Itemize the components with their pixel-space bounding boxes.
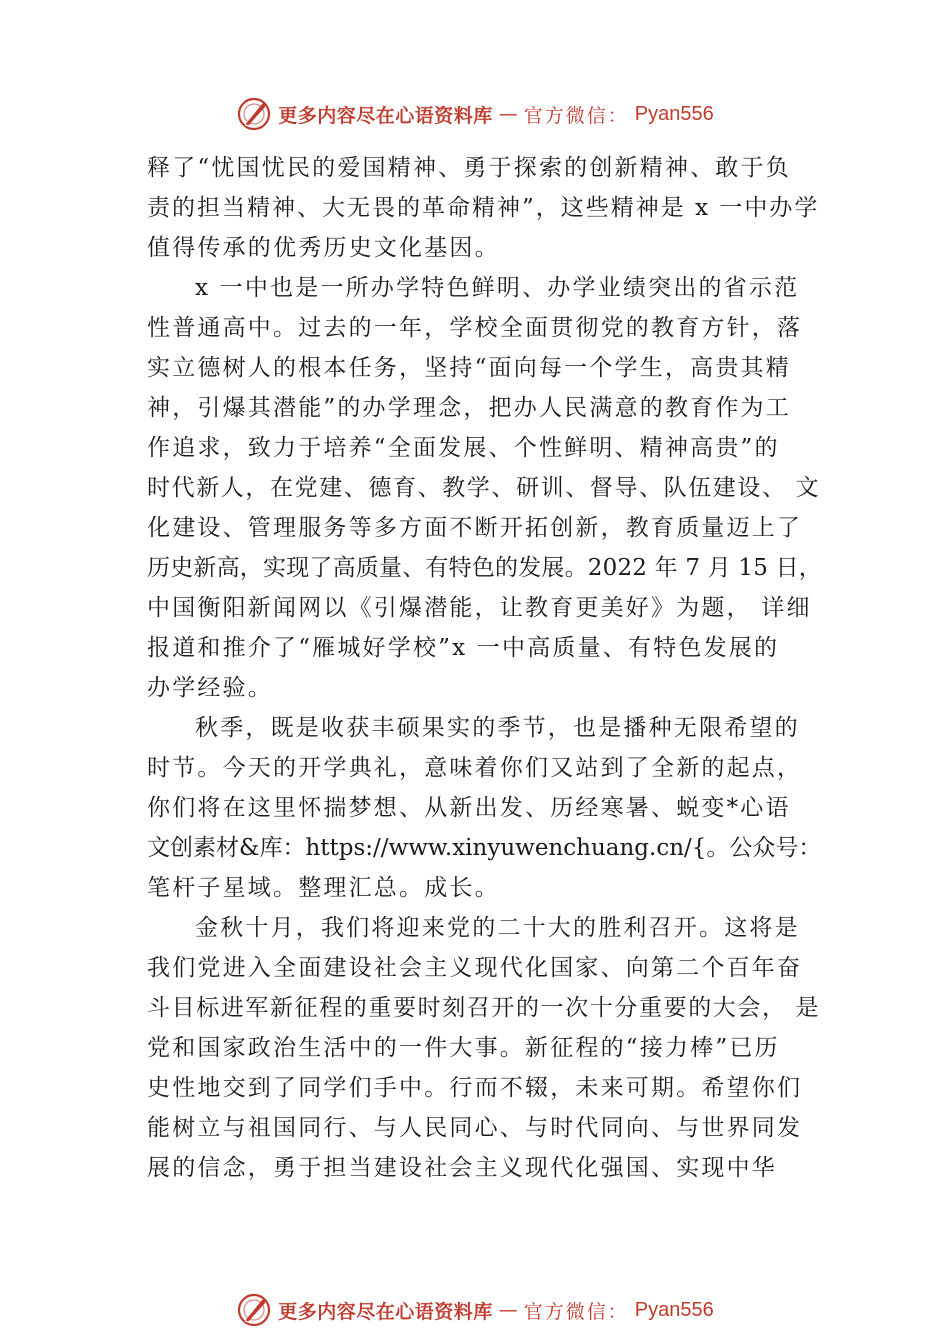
- body-text-line: 文创素材&库：https://www.xinyuwenchuang.cn/{。公众号：: [147, 835, 822, 861]
- brand-text: 更多内容尽在心语资料库: [278, 1300, 493, 1323]
- body-text-line: 党和国家政治生活中的一件大事。新征程的“接力棒”已历: [147, 1035, 780, 1061]
- official-wechat-label: 官方微信：: [523, 1300, 629, 1323]
- header-banner: [0, 94, 950, 134]
- body-text-line: 展的信念，勇于担当建设社会主义现代化强国、实现中华: [147, 1155, 777, 1181]
- body-text-line: 值得传承的优秀历史文化基因。: [147, 235, 500, 261]
- body-text-line: 我们党进入全面建设社会主义现代化国家、向第二个百年奋: [147, 955, 803, 981]
- body-text-line: 史性地交到了同学们手中。行而不辍，未来可期。希望你们: [147, 1075, 803, 1101]
- body-text-line: 性普通高中。过去的一年，学校全面贯彻党的教育方针，落: [147, 315, 803, 341]
- brand-text: 更多内容尽在心语资料库: [278, 104, 493, 127]
- wechat-id: Pyan556: [634, 102, 714, 125]
- body-text-line: 历史新高，实现了高质量、有特色的发展。2022 年 7 月 15 日，: [147, 555, 822, 581]
- footer-banner: [0, 1290, 950, 1330]
- body-text-line: 时节。今天的开学典礼，意味着你们又站到了全新的起点，: [147, 755, 803, 781]
- body-text-line: x 一中也是一所办学特色鲜明、办学业绩突出的省示范: [195, 275, 800, 301]
- body-text-line: 办学经验。: [147, 675, 273, 701]
- banner-separator: —: [498, 103, 518, 125]
- body-text-line: 中国衡阳新闻网以《引爆潜能，让教育更美好》为题， 详细: [147, 595, 812, 621]
- body-text-line: 实立德树人的根本任务，坚持“面向每一个学生，高贵其精: [147, 355, 791, 381]
- body-text-line: 笔杆子星域。整理汇总。成长。: [147, 875, 500, 901]
- body-text-line: 化建设、管理服务等多方面不断开拓创新，教育质量迈上了: [147, 515, 803, 541]
- document-body: [147, 148, 823, 1188]
- official-wechat-label: 官方微信：: [523, 104, 629, 127]
- body-text-line: 责的担当精神、大无畏的革命精神”，这些精神是 x 一中办学: [147, 195, 820, 221]
- body-text-line: 能树立与祖国同行、与人民同心、与时代同向、与世界同发: [147, 1115, 803, 1141]
- banner-separator: —: [498, 1299, 518, 1321]
- body-text-line: 报道和推介了“雁城好学校”x 一中高质量、有特色发展的: [147, 635, 780, 661]
- quill-pen-logo-icon: [236, 96, 272, 132]
- quill-pen-logo-icon: [236, 1292, 272, 1328]
- body-text-line: 时代新人，在党建、德育、教学、研训、督导、队伍建设、 文: [147, 475, 821, 501]
- body-text-line: 你们将在这里怀揣梦想、从新出发、历经寒暑、蜕变*心语: [147, 795, 791, 821]
- wechat-id: Pyan556: [634, 1298, 714, 1321]
- body-text-line: 斗目标进军新征程的重要时刻召开的一次十分重要的大会， 是: [147, 995, 821, 1021]
- body-text-line: 秋季，既是收获丰硕果实的季节，也是播种无限希望的: [195, 715, 800, 741]
- body-text-line: 金秋十月，我们将迎来党的二十大的胜利召开。这将是: [195, 915, 800, 941]
- body-text-line: 释了“忧国忧民的爱国精神、勇于探索的创新精神、敢于负: [147, 155, 791, 181]
- body-text-line: 神，引爆其潜能”的办学理念，把办人民满意的教育作为工: [147, 395, 791, 421]
- body-text-line: 作追求，致力于培养“全面发展、个性鲜明、精神高贵”的: [147, 435, 780, 461]
